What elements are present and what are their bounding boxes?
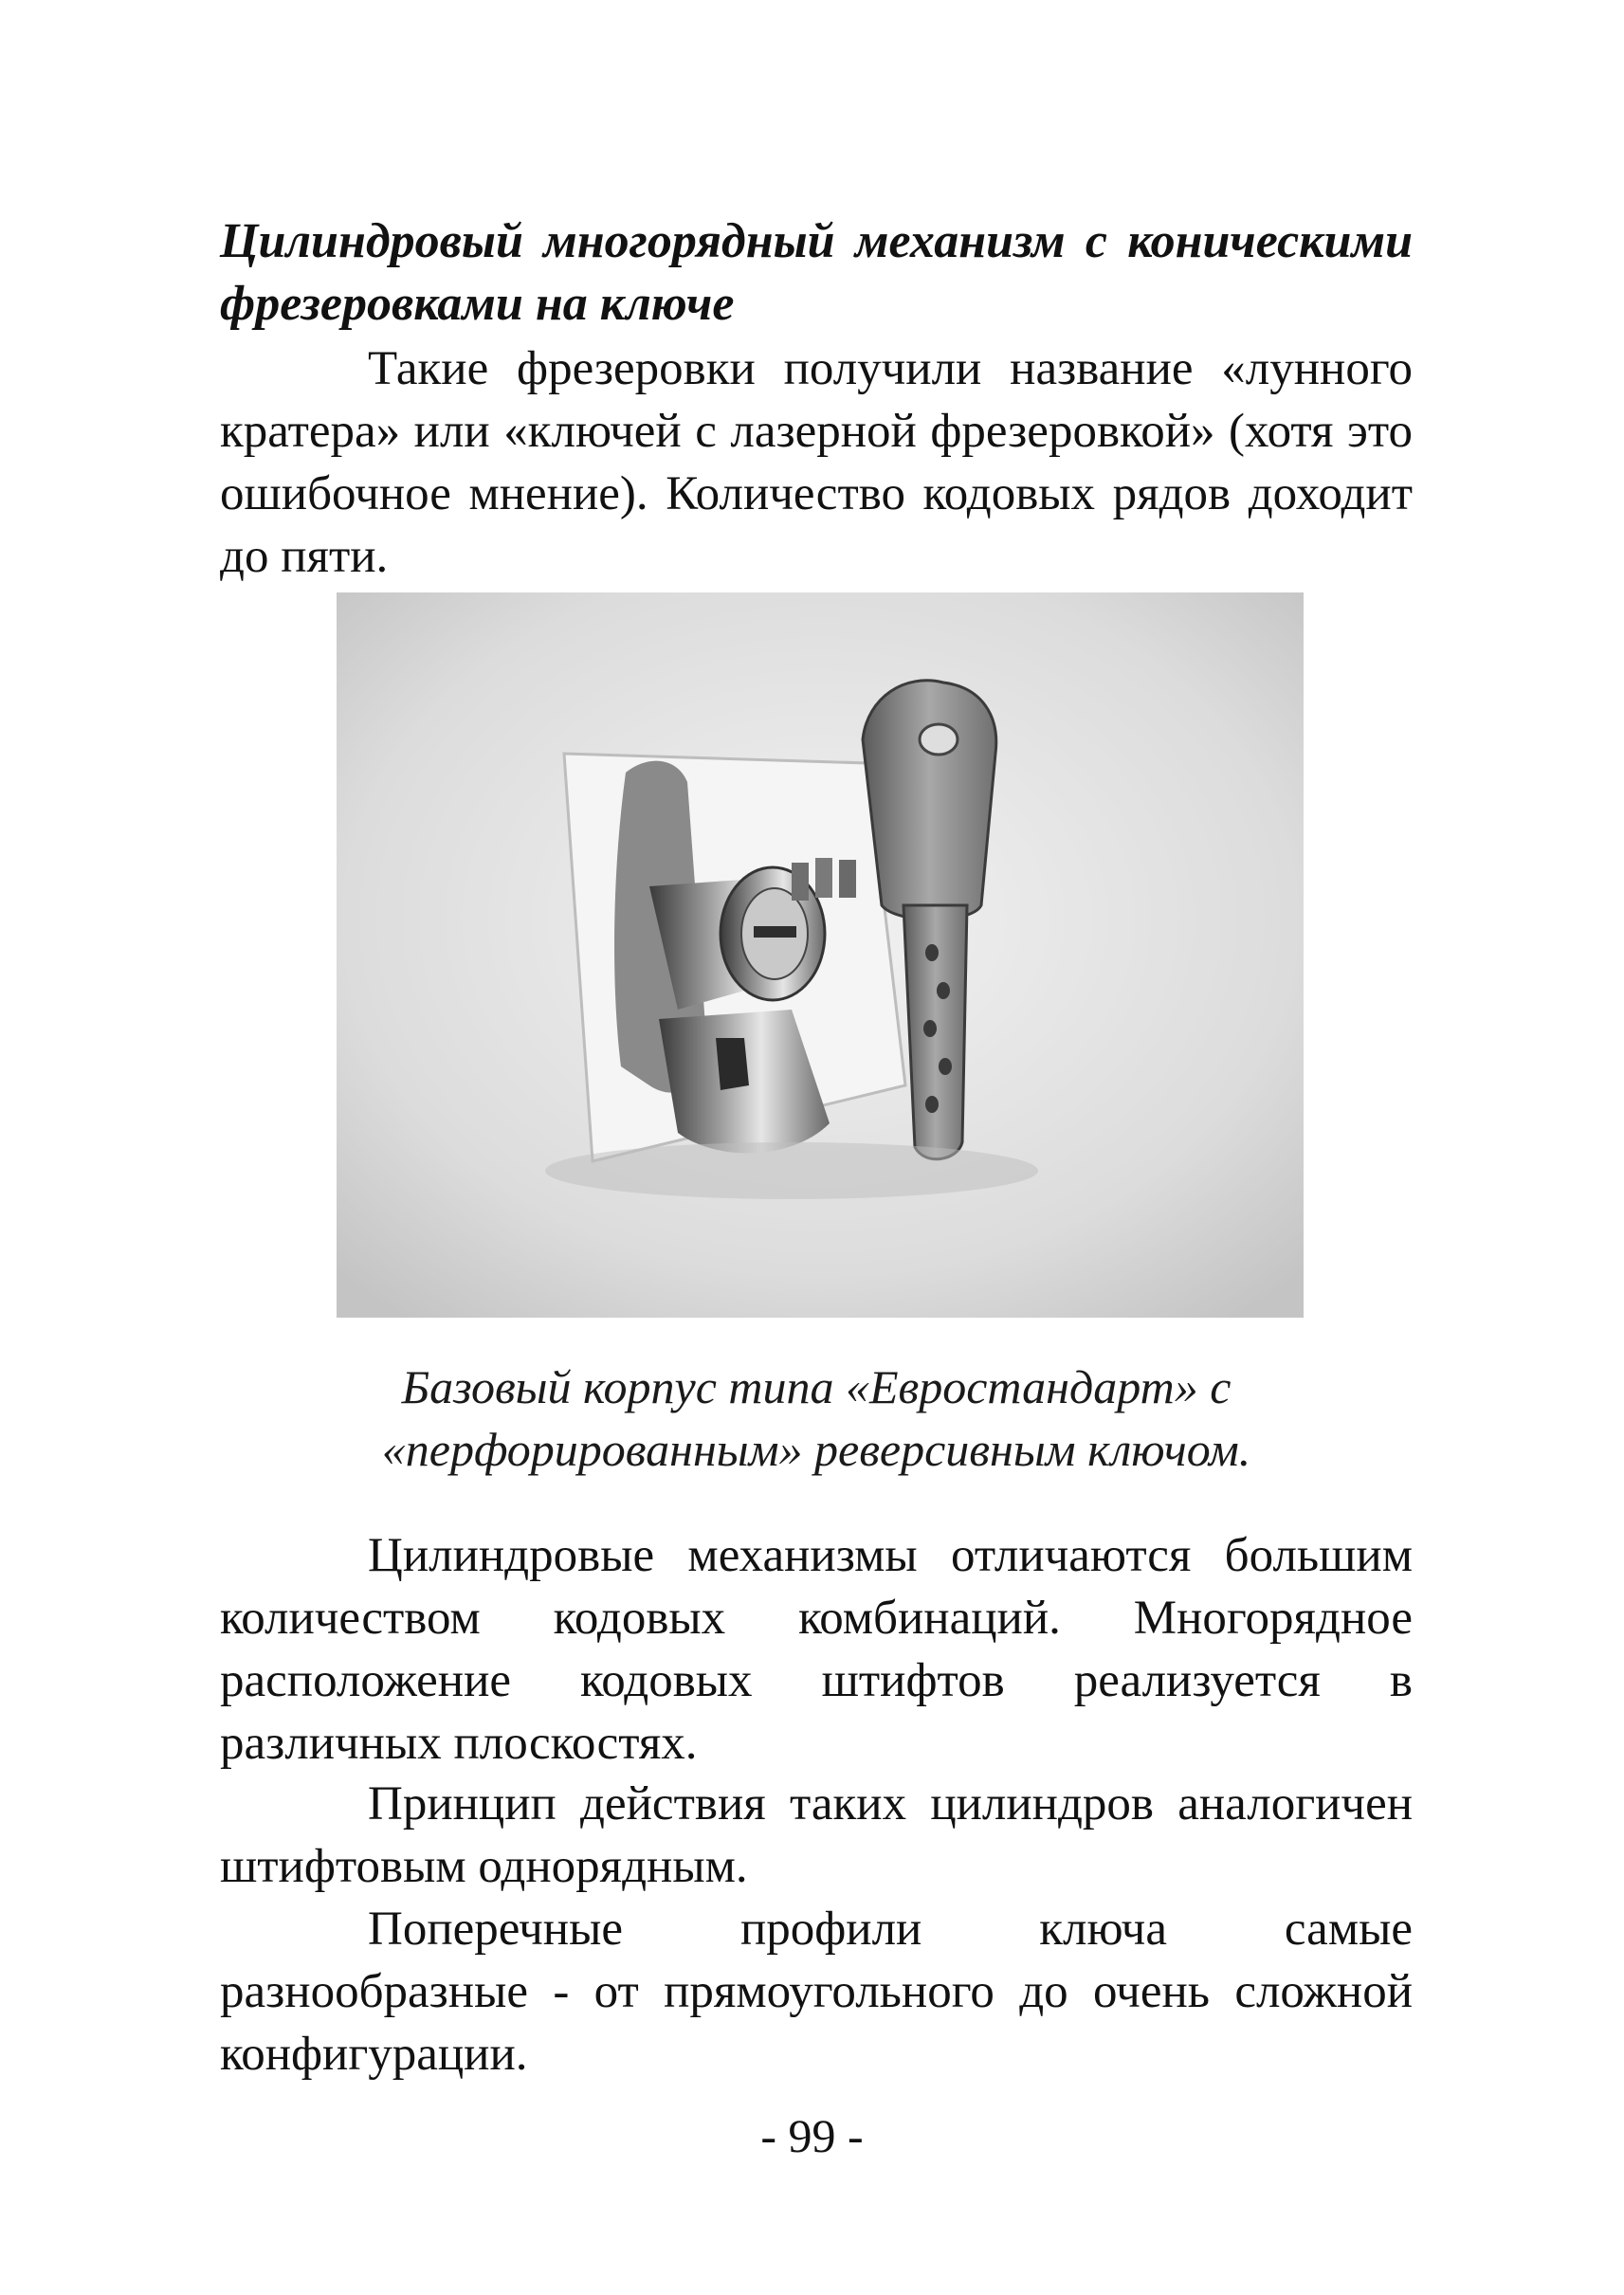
paragraph-profiles: Поперечные профили ключа самые разнообразные - от прямоугольного до очень сложной конфигурации. xyxy=(220,1903,1413,2081)
paragraph-combinations: Цилиндровые механизмы отличаются большим количеством кодовых комбинаций. Многорядное расположение кодовых штифтов реализуется в различных плоскостях. xyxy=(220,1529,1413,1770)
section-heading: Цилиндровый многорядный механизм с коническими фрезеровками на ключе xyxy=(220,214,1413,331)
page-number: - 99 - xyxy=(760,2109,864,2162)
paragraph-intro: Такие фрезеровки получили название «лунного кратера» или «ключей с лазерной фрезеровкой» (хотя это ошибочное мнение). Количество кодовых рядов доходит до пяти. xyxy=(220,342,1413,583)
figure-caption: Базовый корпус типа «Евростандарт» с «перфорированным» реверсивным ключом. xyxy=(381,1360,1251,1476)
lock-and-key-illustration xyxy=(337,592,1304,1318)
paragraph-principle: Принцип действия таких цилиндров аналогичен штифтовым однорядным. xyxy=(220,1777,1413,1893)
cylinder-lock-photo xyxy=(337,592,1304,1318)
